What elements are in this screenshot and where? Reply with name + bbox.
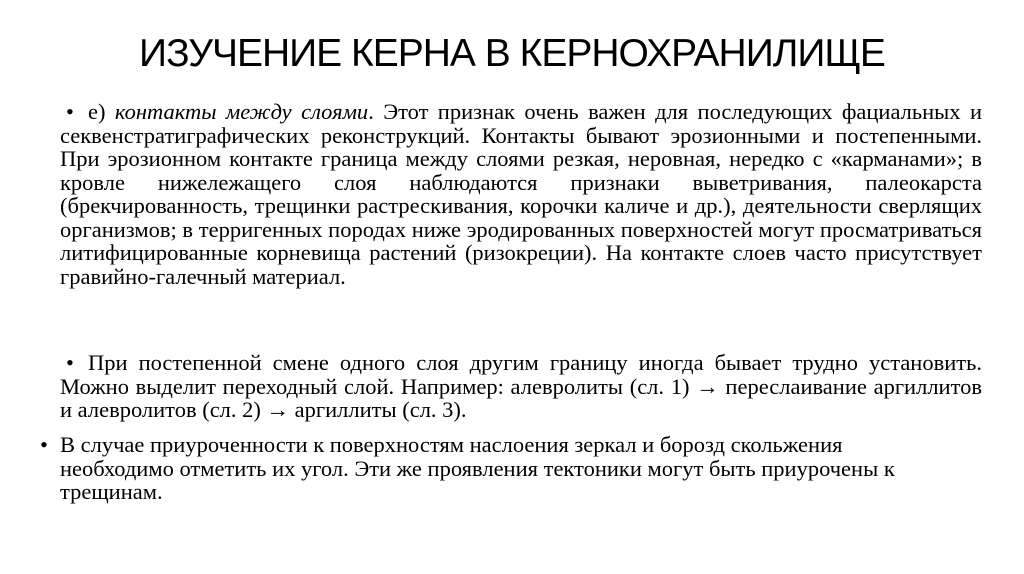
bullet-item-gradual-transition: При постепенной смене одного слоя другим границу иногда бывает трудно установить. Можно выделит переходный слой. Например: алевролиты (сл. 1) → переслаивание аргиллитов и алевролитов (сл. 2) → аргиллиты (сл. 3).	[60, 350, 982, 422]
bullet-marker: •	[66, 350, 74, 375]
bullet-item-slickensides: В случае приуроченности к поверхностям наслоения зеркал и борозд скольжения необходимо отметить их угол. Эти же проявления тектоники могут быть приурочены к трещинам.	[60, 432, 895, 504]
slide-title: ИЗУЧЕНИЕ КЕРНА В КЕРНОХРАНИЛИЩЕ	[139, 32, 885, 75]
bullet-marker: •	[66, 99, 74, 124]
bullet-marker: •	[40, 432, 48, 457]
bullet-item-contacts	[60, 100, 982, 288]
item-text: . Этот признак очень важен для последующих фациальных и секвенстратиграфических реконструкций. Контакты бывают эрозионными и постепенными. При эрозионном контакте граница между слоями резкая, неровная, нередко с «карманами»; в кровле нижележащего слоя наблюдаются признаки выветривания, палеокарста (брекчированность, трещинки растрескивания, корочки каличе и др.), деятельности сверлящих организмов; в терригенных породах ниже эродированных поверхностей могут просматриваться литифицированные корневища растений (ризокреции). На контакте слоев часто присутствует гравийно-галечный материал.	[60, 99, 982, 289]
item-prefix: е)	[88, 99, 115, 124]
item-emphasis: контакты между слоями	[114, 99, 369, 124]
